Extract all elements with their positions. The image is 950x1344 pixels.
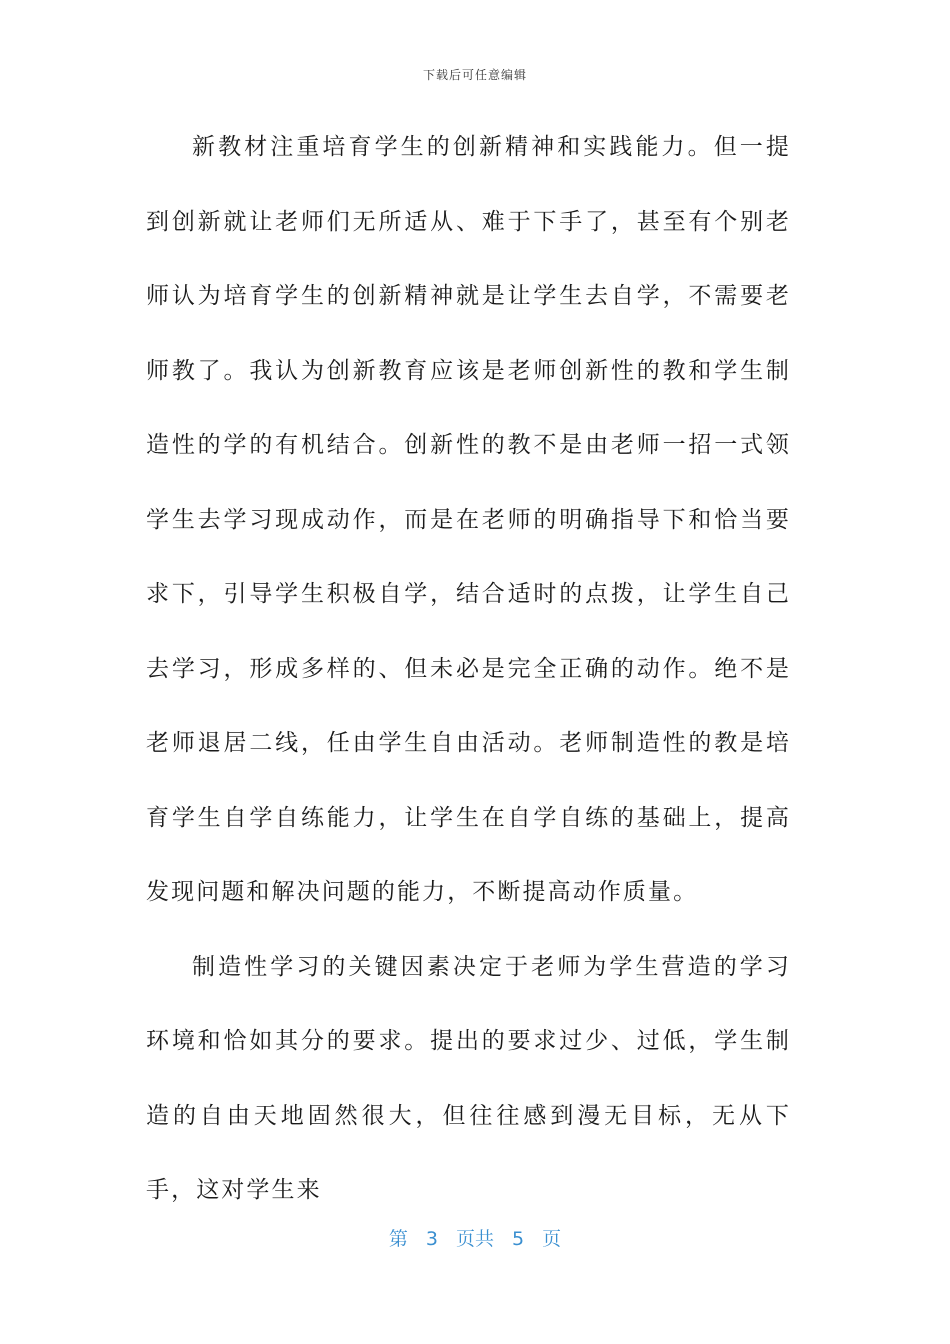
footer-prefix: 第 [388, 1228, 408, 1250]
current-page-number: 3 [425, 1228, 438, 1250]
page-header [0, 66, 950, 83]
page-footer [0, 1224, 950, 1251]
body-paragraph: 制造性学习的关键因素决定于老师为学生营造的学习环境和恰如其分的要求。提出的要求过少、过低，学生制造的自由天地固然很大，但往往感到漫无目标，无从下手，这对学生来 [146, 953, 791, 1203]
header-text: 下载后可任意编辑 [422, 68, 527, 82]
document-body [146, 110, 791, 1228]
footer-suffix: 页 [542, 1228, 562, 1250]
footer-mid: 页共 [455, 1228, 494, 1250]
body-paragraph: 新教材注重培育学生的创新精神和实践能力。但一提到创新就让老师们无所适从、难于下手了，甚至有个别老师认为培育学生的创新精神就是让学生去自学，不需要老师教了。我认为创新教育应该是老师创新性的教和学生制造性的学的有机结合。创新性的教不是由老师一招一式领学生去学习现成动作，而是在老师的明确指导下和恰当要求下，引导学生积极自学，结合适时的点拨，让学生自己去学习，形成多样的、但未必是完全正确的动作。绝不是老师退居二线，任由学生自由活动。老师制造性的教是培育学生自学自练能力，让学生在自学自练的基础上，提高发现问题和解决问题的能力，不断提高动作质量。 [146, 134, 791, 905]
total-pages-number: 5 [512, 1228, 525, 1250]
